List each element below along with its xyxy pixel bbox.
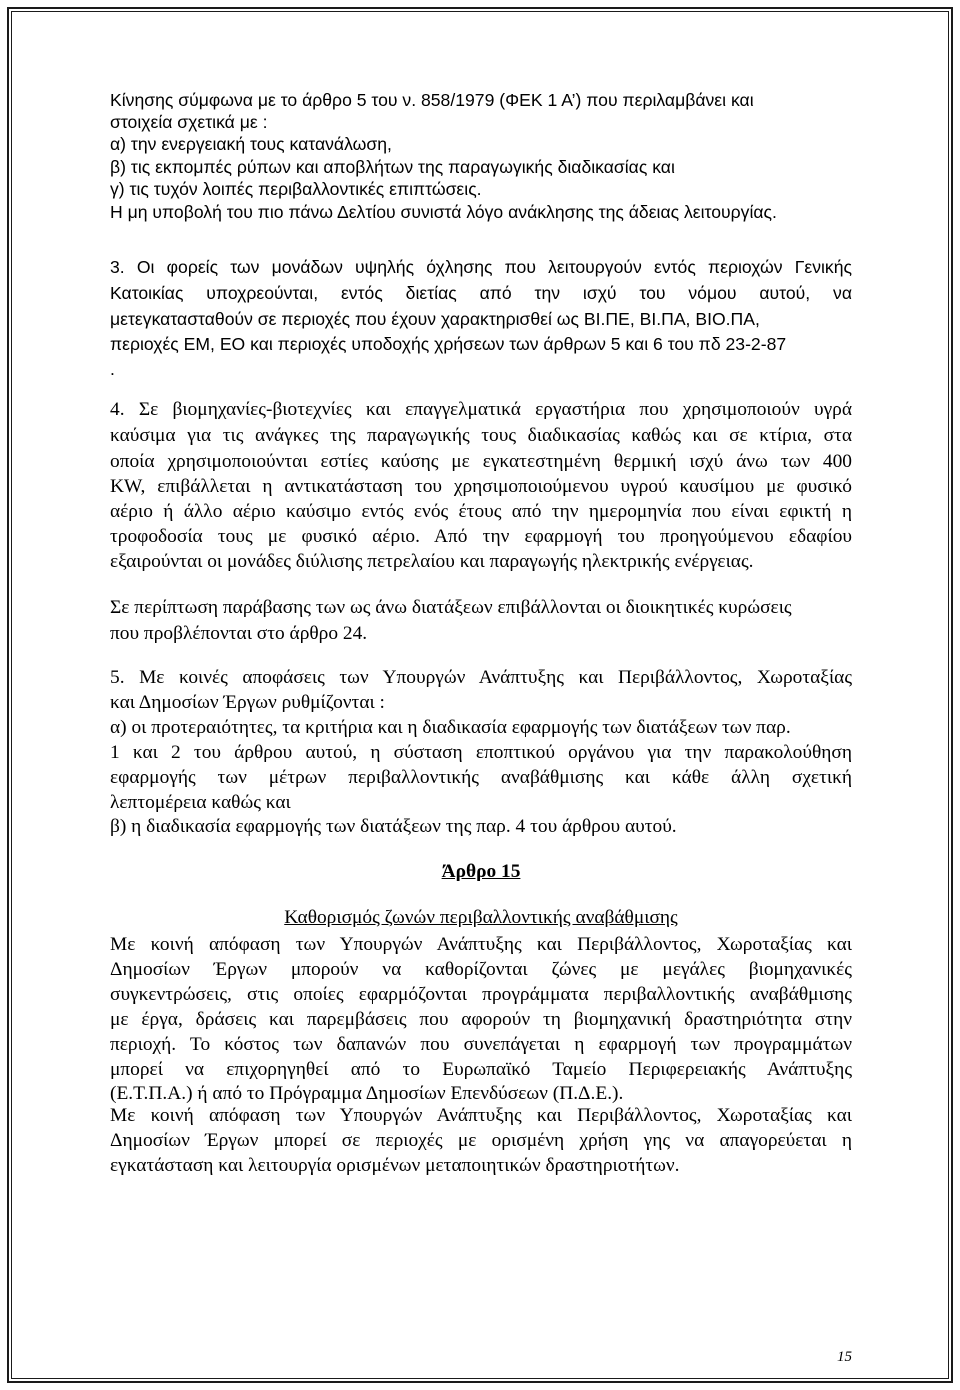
text-line: γ) τις τυχόν λοιπές περιβαλλοντικές επιπτώσεις. <box>110 179 482 199</box>
paragraph-5-line: λεπτομέρεια καθώς και <box>110 792 291 813</box>
text-line: β) τις εκπομπές ρύπων και αποβλήτων της παραγωγικής διαδικασίας και <box>110 157 675 177</box>
sanctions-line: Σε περίπτωση παράβασης των ως άνω διατάξεων επιβάλλονται οι διοικητικές κυρώσεις <box>110 597 792 618</box>
article-paragraph-line: (Ε.Τ.Π.Α.) ή από το Πρόγραμμα Δημοσίων Επενδύσεων (Π.Δ.Ε.). <box>110 1083 624 1104</box>
article-paragraph-line: Δημοσίων Έργων μπορεί σε περιοχές με ορισμένη χρήση γης να απαγορεύεται η <box>110 1130 852 1151</box>
article-paragraph-line: συγκεντρώσεις, στις οποίες εφαρμόζονται προγράμματα περιβαλλοντικής αναβάθμισης <box>110 984 852 1005</box>
paragraph-4-line: KW, επιβάλλεται η αντικατάσταση του χρησιμοποιούμενου υγρού καυσίμου με φυσικό <box>110 476 852 497</box>
text-line: στοιχεία σχετικά με : <box>110 112 268 132</box>
paragraph-4-line: καύσιμα για τις ανάγκες της παραγωγικής τους διαδικασίας καθώς και σε κτίρια, στα <box>110 425 852 446</box>
paragraph-4-line: τροφοδοσία τους με φυσικό αέριο. Από την εφαρμογή του προηγούμενου εδαφίου <box>110 526 852 547</box>
article-paragraph-line: Δημοσίων Έργων μπορούν να καθορίζονται ζώνες με μεγάλες βιομηχανικές <box>110 959 852 980</box>
paragraph-3-line: Κατοικίας υποχρεούνται, εντός διετίας από την ισχύ του νόμου αυτού, να <box>110 283 852 303</box>
article-paragraph-line: μπορεί να επιχορηγηθεί από το Ευρωπαϊκό Ταμείο Περιφερειακής Ανάπτυξης <box>110 1059 852 1080</box>
sanctions-line: που προβλέπονται στο άρθρο 24. <box>110 623 368 644</box>
article-heading: Άρθρο 15 <box>441 861 521 882</box>
article-paragraph-line: με έργα, δράσεις και παρεμβάσεις που αφορούν τη βιομηχανική δραστηριότητα στην <box>110 1009 852 1030</box>
paragraph-5-line: και Δημοσίων Έργων ρυθμίζονται : <box>110 692 385 713</box>
text-line: Κίνησης σύμφωνα με το άρθρο 5 του ν. 858/1979 (ΦΕΚ 1 Α’) που περιλαμβάνει και <box>110 90 754 110</box>
page-number: 15 <box>837 1349 852 1365</box>
article-subtitle: Καθορισμός ζωνών περιβαλλοντικής αναβάθμισης <box>284 907 678 928</box>
article-paragraph-line: Με κοινή απόφαση των Υπουργών Ανάπτυξης και Περιβάλλοντος, Χωροταξίας και <box>110 934 852 955</box>
text-line: α) την ενεργειακή τους κατανάλωση, <box>110 134 392 154</box>
paragraph-3-line: μετεγκατασταθούν σε περιοχές που έχουν χαρακτηρισθεί ως ΒΙ.ΠΕ, ΒΙ.ΠΑ, ΒΙΟ.ΠΑ, <box>110 309 760 329</box>
paragraph-4-line: εξαιρούνται οι μονάδες διύλισης πετρελαίου και παραγωγής ηλεκτρικής ενέργειας. <box>110 551 754 572</box>
paragraph-5-line: α) οι προτεραιότητες, τα κριτήρια και η διαδικασία εφαρμογής των διατάξεων των παρ. <box>110 717 791 738</box>
paragraph-5-line: 5. Με κοινές αποφάσεις των Υπουργών Ανάπτυξης και Περιβάλλοντος, Χωροταξίας <box>110 667 852 688</box>
paragraph-3-line: περιοχές ΕΜ, ΕΟ και περιοχές υποδοχής χρήσεων των άρθρων 5 και 6 του πδ 23-2-87 <box>110 334 787 354</box>
paragraph-4-line: αέριο ή άλλο αέριο καύσιμο εντός ενός έτους από την ημερομηνία που είναι εφικτή η <box>110 501 852 522</box>
paragraph-4-line: 4. Σε βιομηχανίες-βιοτεχνίες και επαγγελματικά εργαστήρια που χρησιμοποιούν υγρά <box>110 399 852 420</box>
article-paragraph-line: εγκατάσταση και λειτουργία ορισμένων μεταποιητικών δραστηριοτήτων. <box>110 1155 680 1176</box>
article-paragraph-line: περιοχή. Το κόστος των δαπανών που συνεπάγεται η εφαρμογή των προγραμμάτων <box>110 1034 852 1055</box>
text-line: Η μη υποβολή του πιο πάνω Δελτίου συνιστά λόγο ανάκλησης της άδειας λειτουργίας. <box>110 202 777 222</box>
paragraph-5-line: 1 και 2 του άρθρου αυτού, η σύσταση εποπτικού οργάνου για την παρακολούθηση <box>110 742 852 763</box>
paragraph-3-line: . <box>110 359 115 379</box>
paragraph-3-line: 3. Οι φορείς των μονάδων υψηλής όχλησης που λειτουργούν εντός περιοχών Γενικής <box>110 257 852 277</box>
paragraph-4-line: οποία χρησιμοποιούνται εστίες καύσης με εγκατεστημένη θερμική ισχύ άνω των 400 <box>110 451 852 472</box>
article-paragraph-line: Με κοινή απόφαση των Υπουργών Ανάπτυξης και Περιβάλλοντος, Χωροταξίας και <box>110 1105 852 1126</box>
paragraph-5-line: εφαρμογής των μέτρων περιβαλλοντικής αναβάθμισης και κάθε άλλη σχετική <box>110 767 852 788</box>
paragraph-5-line: β) η διαδικασία εφαρμογής των διατάξεων της παρ. 4 του άρθρου αυτού. <box>110 816 677 837</box>
